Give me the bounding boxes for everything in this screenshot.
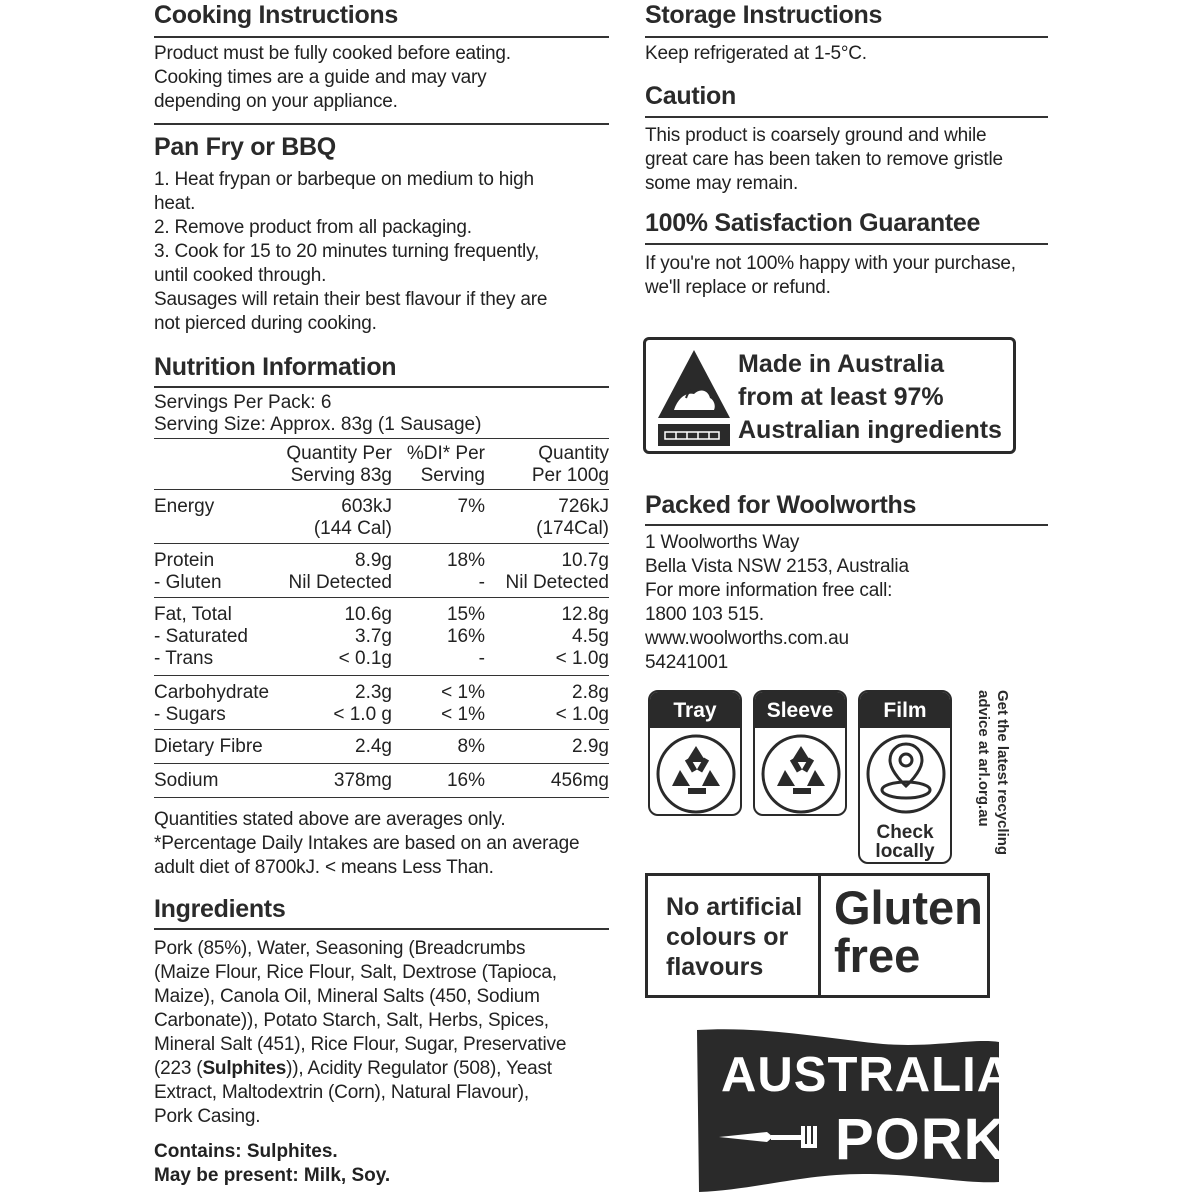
divider [154,123,609,125]
sleeve-label: Sleeve [755,692,845,728]
nutrition-row [154,544,609,598]
kangaroo-triangle-icon [656,348,732,448]
nutrition-row [154,764,609,798]
contains-statement: Contains: Sulphites. [154,1141,338,1162]
nutrient-name: Fat, Total - Saturated - Trans [154,604,248,669]
knife-fork-icon [717,1120,829,1154]
header-di: %DI* Per Serving [406,443,485,486]
cooking-instructions-text: Product must be fully cooked before eating. Cooking times are a guide and may vary depending on your appliance. [154,43,511,112]
daily-intake-value: 16% [446,770,485,791]
nutrient-name: Carbohydrate - Sugars [154,682,270,725]
per-100g-value: 12.8g 4.5g < 1.0g [555,604,609,669]
made-in-australia-text: Made in Australia from at least 97% Australian ingredients [738,350,1002,444]
tray-recycling-label [648,690,742,816]
nutrient-name: Energy [154,496,215,517]
recycle-icon [755,728,847,816]
storage-section [645,0,1048,38]
pork-logo-line2: PORK [835,1107,1007,1172]
cooking-instructions-heading: Cooking Instructions [154,1,399,29]
nutrient-name: Sodium [154,770,219,791]
allergen-highlight: Sulphites [202,1058,287,1079]
per-100g-value: 456mg [550,770,609,791]
nutrition-row [154,598,609,676]
nutrient-name: Dietary Fibre [154,736,263,757]
cooking-instructions-section [154,0,609,38]
storage-heading: Storage Instructions [645,1,883,29]
packed-section [645,490,1048,526]
per-100g-value: 726kJ (174Cal) [536,496,609,539]
tray-label: Tray [650,692,740,728]
packed-text: 1 Woolworths Way Bella Vista NSW 2153, Australia For more information free call: 1800 103 515. www.woolworths.com.au 54241001 [645,532,909,673]
nutrition-row [154,490,609,544]
sleeve-recycling-label [753,690,847,816]
allergen-statement [154,1140,609,1188]
nutrition-section [154,352,609,388]
location-pin-icon [860,728,952,818]
per-serving-value: 2.4g [355,736,392,757]
ingredients-text [154,937,609,1129]
header-per-100g: Quantity Per 100g [531,443,609,486]
per-serving-value: 8.9g Nil Detected [288,550,392,593]
claims-box [645,873,990,998]
per-serving-value: 603kJ (144 Cal) [313,496,392,539]
daily-intake-value: 7% [457,496,485,517]
ingredients-text-part: Pork (85%), Water, Seasoning (Breadcrumbs (Maize Flour, Rice Flour, Salt, Dextrose (Tapioca, Maize), Canola Oil, Mineral Salts (450, Sodium Carbonate)), Potato Starch, Salt, Herbs, Spices, Mineral Salt (451), Rice Flour, Sugar, Preservative (223 ( [154,938,567,1079]
nutrition-table-header [154,439,609,490]
nutrition-heading: Nutrition Information [154,353,397,381]
daily-intake-value: 18% - [446,550,485,593]
guarantee-section [645,208,1048,245]
nutrient-name: Protein - Gluten [154,550,222,593]
claims-divider [818,876,821,995]
nutrition-row [154,676,609,730]
australian-pork-logo [693,1024,1050,1194]
nutrition-table [154,438,609,798]
daily-intake-value: 8% [457,736,485,757]
nutrition-footnote: Quantities stated above are averages only. *Percentage Daily Intakes are based on an average adult diet of 8700kJ. < means Less Than. [154,809,580,878]
storage-text: Keep refrigerated at 1-5°C. [645,43,867,64]
check-locally-text: Check locally [875,822,935,862]
gluten-free-claim: Gluten free [834,881,983,982]
ingredients-heading: Ingredients [154,895,286,923]
serving-info [154,392,609,436]
recycling-advice-note: Get the latest recycling advice at arl.org.au [975,690,1011,856]
made-in-australia-badge [643,337,1016,454]
may-contain-statement: May be present: Milk, Soy. [154,1165,391,1186]
caution-section [645,81,1048,118]
daily-intake-value: 15% 16% - [446,604,485,669]
per-100g-value: 2.9g [572,736,609,757]
pan-fry-heading: Pan Fry or BBQ [154,133,336,161]
ingredients-section [154,894,609,930]
header-per-serving: Quantity Per Serving 83g [286,443,392,486]
pork-logo-line1: AUSTRALIAN [721,1048,1050,1102]
per-100g-value: 10.7g Nil Detected [505,550,609,593]
nutrition-row [154,730,609,764]
ingredients-text-part: )), Acidity Regulator (508), Yeast Extract, Maltodextrin (Corn), Natural Flavour), Pork Casing. [154,1058,552,1127]
pan-fry-section [154,132,609,336]
serving-size: Serving Size: Approx. 83g (1 Sausage) [154,414,482,435]
film-recycling-label [858,690,952,864]
packed-heading: Packed for Woolworths [645,491,917,519]
guarantee-text: If you're not 100% happy with your purchase, we'll replace or refund. [645,253,1016,298]
per-100g-value: 2.8g < 1.0g [555,682,609,725]
caution-text: This product is coarsely ground and while great care has been taken to remove gristle some may remain. [645,125,1003,194]
per-serving-value: 2.3g < 1.0 g [333,682,392,725]
servings-per-pack: Servings Per Pack: 6 [154,392,332,413]
per-serving-value: 10.6g 3.7g < 0.1g [338,604,392,669]
no-artificial-claim: No artificial colours or flavours [666,893,803,981]
daily-intake-value: < 1% < 1% [441,682,485,725]
pan-fry-text: 1. Heat frypan or barbeque on medium to high heat. 2. Remove product from all packaging. 3. Cook for 15 to 20 minutes turning frequently, until cooked through. Sausages will retain their best flavour if they are not pierced during cooking. [154,169,548,334]
recycle-icon [650,728,742,816]
caution-heading: Caution [645,82,736,110]
per-serving-value: 378mg [333,770,392,791]
guarantee-heading: 100% Satisfaction Guarantee [645,209,981,237]
film-label: Film [860,692,950,728]
